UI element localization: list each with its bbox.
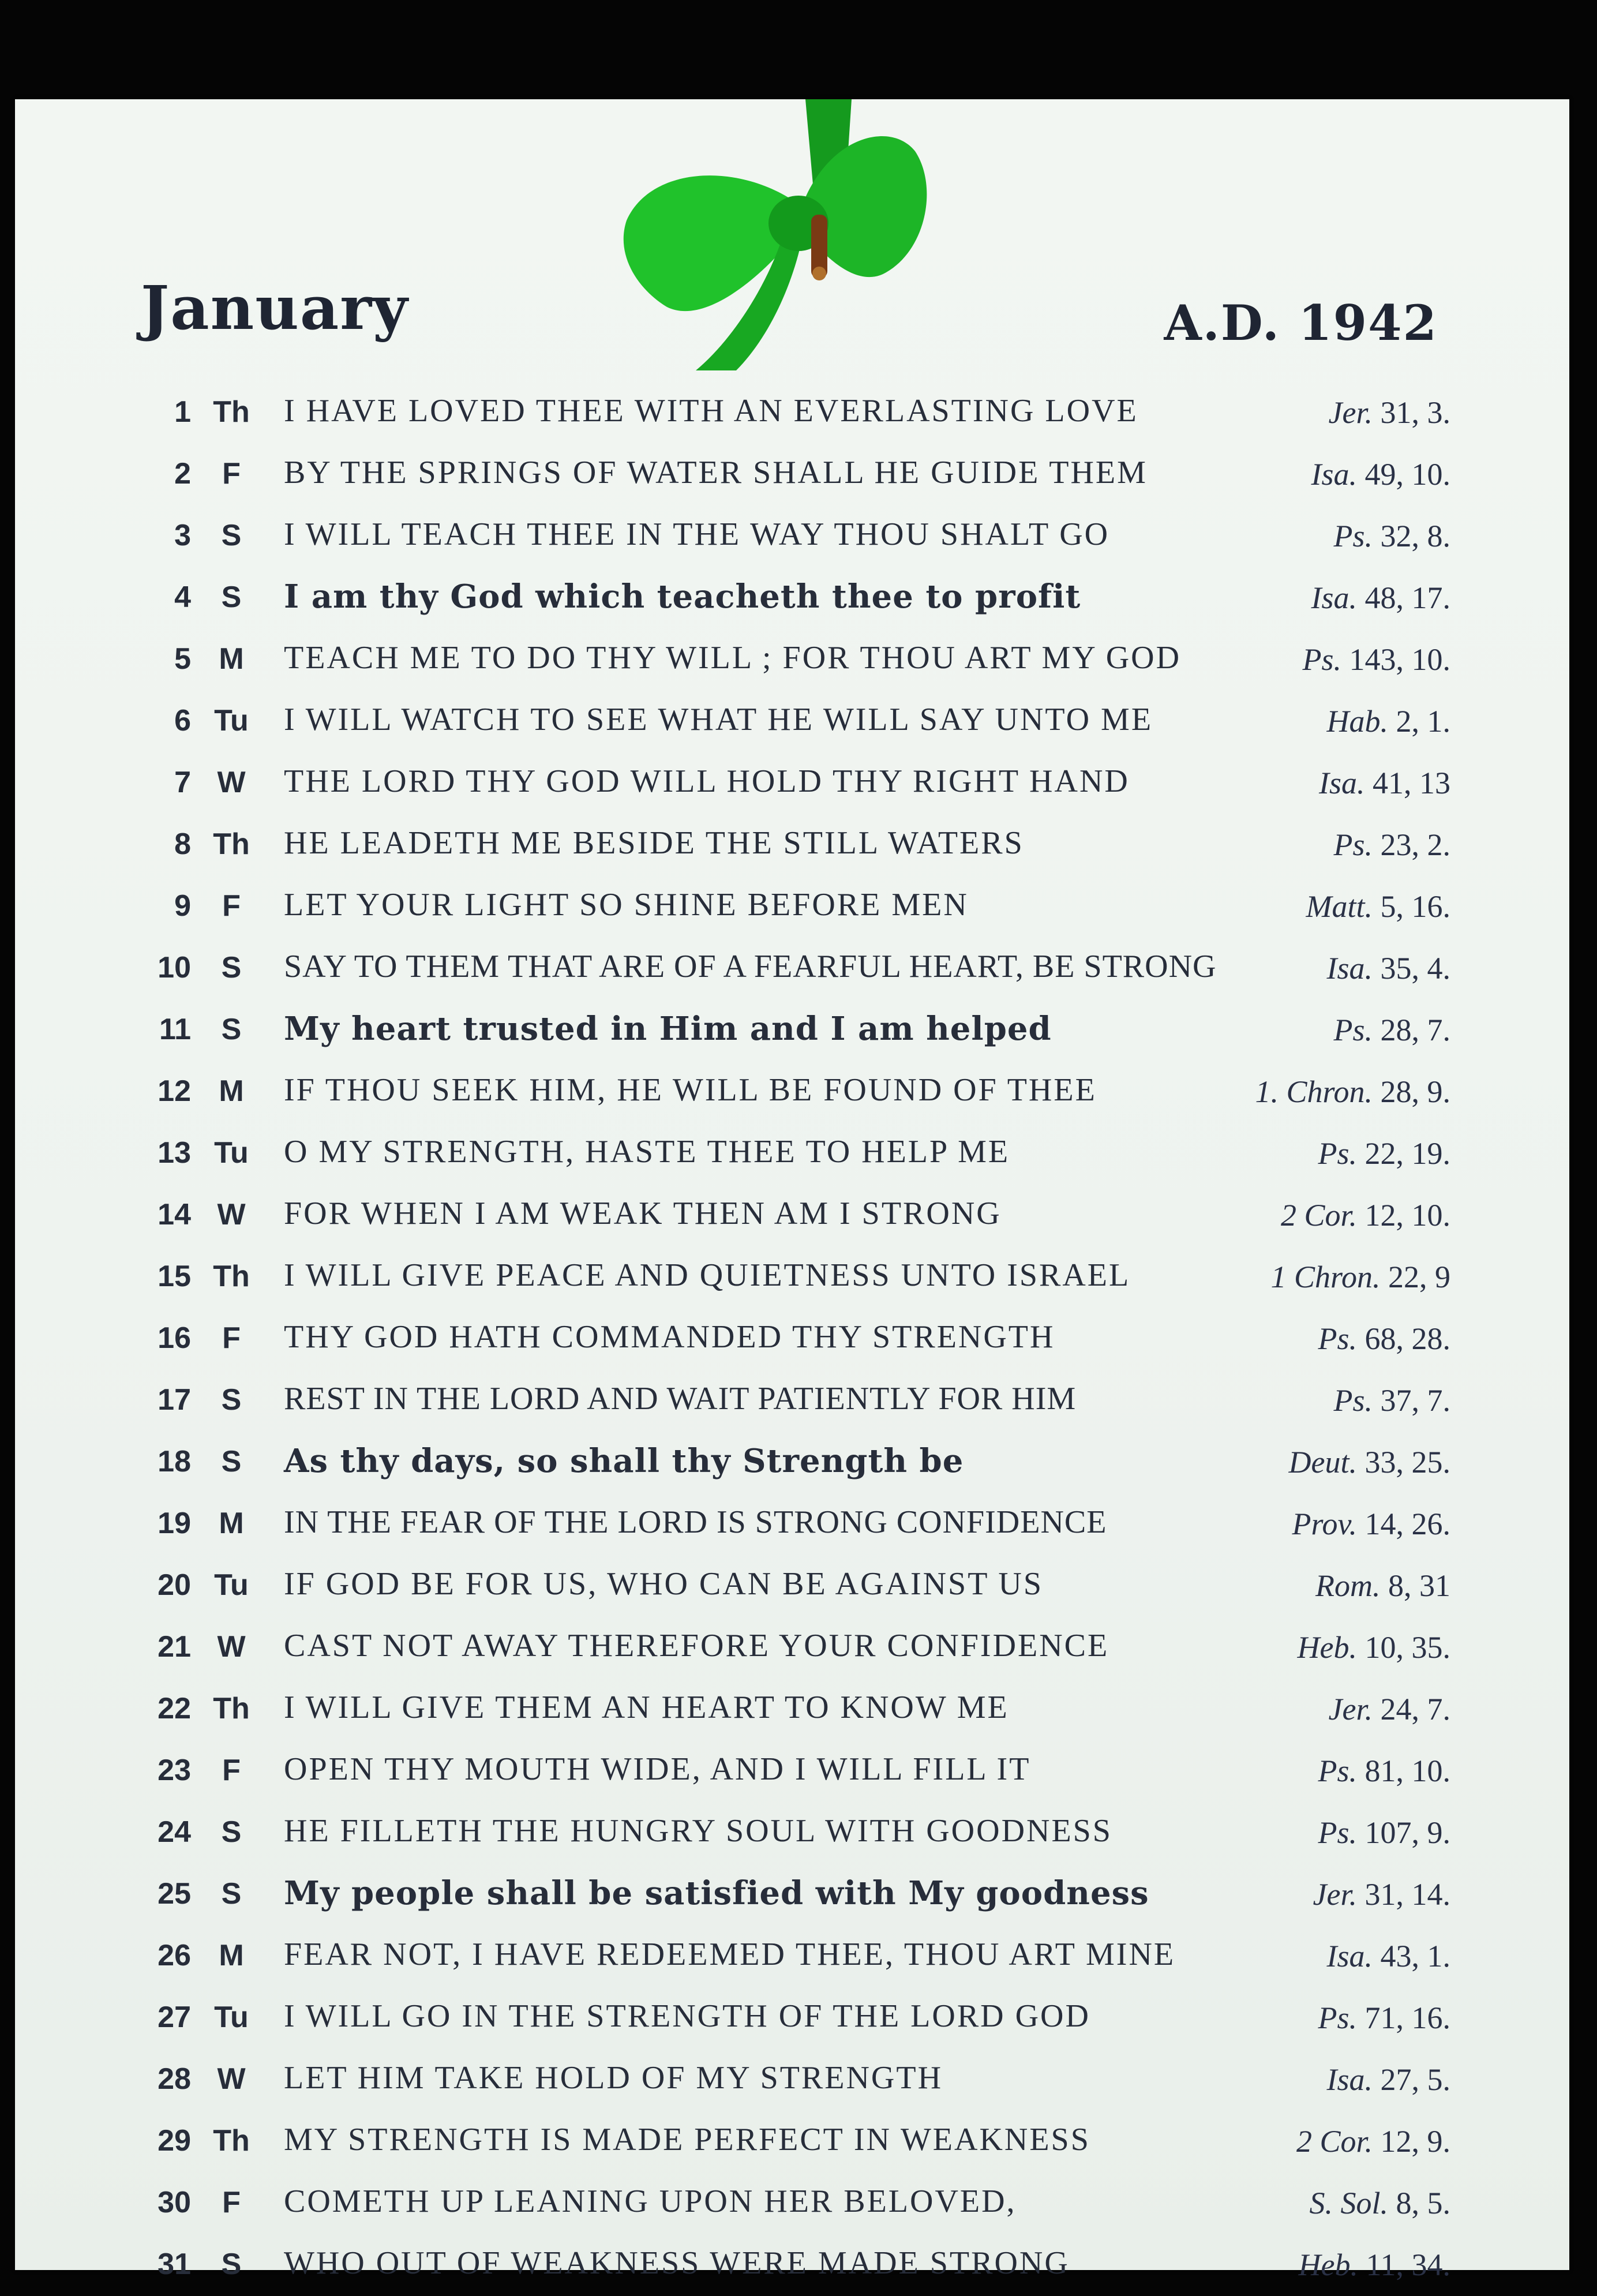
scripture-reference — [1318, 2000, 1451, 2036]
day-number: 18 — [158, 1445, 191, 1478]
day-of-week: Th — [213, 2124, 250, 2158]
reference-book: 2 Cor. — [1296, 2124, 1373, 2159]
day-number: 22 — [158, 1692, 191, 1725]
reference-book: 1 Chron. — [1270, 1260, 1381, 1294]
verse-text: I WILL GO IN THE STRENGTH OF THE LORD GOD — [284, 1998, 1090, 2034]
verse-row — [15, 382, 1569, 444]
verse-text: LET YOUR LIGHT SO SHINE BEFORE MEN — [284, 887, 969, 923]
scripture-reference — [1327, 703, 1451, 739]
verse-text: I am thy God which teacheth thee to profit — [284, 578, 1081, 616]
day-of-week: S — [221, 1877, 242, 1911]
scripture-reference — [1327, 950, 1451, 986]
reference-book: 1. Chron. — [1255, 1074, 1373, 1109]
verse-row — [15, 1617, 1569, 1679]
reference-chapter-verse: 68, 28. — [1364, 1321, 1450, 1356]
day-number: 30 — [158, 2186, 191, 2219]
day-of-week: F — [222, 1321, 241, 1355]
day-number: 3 — [174, 519, 191, 552]
verse-row — [15, 1679, 1569, 1740]
scripture-reference — [1311, 580, 1451, 616]
day-of-week: F — [222, 1754, 241, 1787]
verse-text: SAY TO THEM THAT ARE OF A FEARFUL HEART, BE STRONG — [284, 949, 1217, 984]
reference-chapter-verse: 28, 7. — [1380, 1013, 1450, 1047]
reference-chapter-verse: 37, 7. — [1380, 1383, 1450, 1418]
reference-book: Ps. — [1333, 519, 1373, 553]
verse-text: OPEN THY MOUTH WIDE, AND I WILL FILL IT — [284, 1751, 1031, 1787]
verse-row — [15, 938, 1569, 999]
verse-row — [15, 1432, 1569, 1493]
reference-chapter-verse: 14, 26. — [1364, 1507, 1450, 1541]
day-number: 10 — [158, 951, 191, 984]
day-of-week: M — [219, 1074, 244, 1108]
verse-row — [15, 1185, 1569, 1246]
reference-chapter-verse: 28, 9. — [1380, 1074, 1450, 1109]
scripture-reference — [1309, 2185, 1450, 2221]
verse-row — [15, 752, 1569, 814]
calendar-card — [15, 99, 1569, 2282]
day-of-week: Th — [213, 1260, 250, 1293]
day-of-week: Th — [213, 1692, 250, 1725]
scripture-reference — [1334, 1012, 1451, 1048]
day-of-week: Tu — [214, 1136, 249, 1170]
verse-row — [15, 2234, 1569, 2296]
scripture-reference — [1319, 765, 1450, 801]
reference-chapter-verse: 43, 1. — [1380, 1939, 1450, 1973]
day-number: 17 — [158, 1383, 191, 1417]
day-number: 1 — [174, 395, 191, 429]
reference-book: Jer. — [1328, 395, 1373, 430]
day-number: 9 — [174, 889, 191, 923]
verse-text: THY GOD HATH COMMANDED THY STRENGTH — [284, 1319, 1055, 1355]
reference-chapter-verse: 143, 10. — [1349, 642, 1450, 677]
reference-book: Deut. — [1288, 1445, 1357, 1480]
day-number: 6 — [174, 704, 191, 737]
verse-row — [15, 1370, 1569, 1432]
verse-row — [15, 1864, 1569, 1926]
day-of-week: W — [217, 1630, 246, 1664]
reference-book: Ps. — [1318, 1754, 1357, 1788]
day-of-week: F — [222, 2186, 241, 2219]
day-of-week: S — [221, 951, 242, 984]
reference-book: Jer. — [1328, 1692, 1373, 1726]
day-number: 11 — [159, 1013, 191, 1046]
scripture-reference — [1298, 1630, 1450, 1665]
scripture-reference — [1334, 518, 1451, 554]
reference-chapter-verse: 8, 5. — [1396, 2186, 1450, 2220]
verse-text: My heart trusted in Him and I am helped — [284, 1010, 1052, 1048]
verse-text: I HAVE LOVED THEE WITH AN EVERLASTING LOVE — [284, 393, 1138, 429]
reference-chapter-verse: 31, 14. — [1364, 1877, 1450, 1912]
verse-text: LET HIM TAKE HOLD OF MY STRENGTH — [284, 2060, 943, 2096]
reference-book: Ps. — [1302, 642, 1341, 677]
day-of-week: Tu — [214, 2001, 249, 2034]
day-number: 16 — [158, 1321, 191, 1355]
day-number: 4 — [174, 580, 191, 614]
reference-chapter-verse: 24, 7. — [1380, 1692, 1450, 1726]
scripture-reference — [1329, 395, 1450, 430]
verse-row — [15, 814, 1569, 876]
reference-chapter-verse: 10, 35. — [1364, 1630, 1450, 1665]
day-number: 21 — [158, 1630, 191, 1664]
verse-row — [15, 1123, 1569, 1185]
scripture-reference — [1292, 1506, 1450, 1542]
reference-book: Prov. — [1292, 1507, 1357, 1541]
reference-chapter-verse: 35, 4. — [1380, 951, 1450, 986]
verse-row — [15, 505, 1569, 567]
verse-row — [15, 444, 1569, 505]
verse-row — [15, 2111, 1569, 2173]
verse-row — [15, 2173, 1569, 2234]
verse-row — [15, 1555, 1569, 1617]
verse-text: I WILL GIVE THEM AN HEART TO KNOW ME — [284, 1690, 1009, 1725]
year-title: A.D. 1942 — [1164, 294, 1438, 351]
verse-text: I WILL GIVE PEACE AND QUIETNESS UNTO ISRAEL — [284, 1257, 1131, 1293]
verse-text: I WILL TEACH THEE IN THE WAY THOU SHALT GO — [284, 516, 1110, 552]
reference-chapter-verse: 12, 9. — [1380, 2124, 1450, 2159]
scripture-reference — [1255, 1074, 1450, 1110]
verse-text: COMETH UP LEANING UPON HER BELOVED, — [284, 2183, 1017, 2219]
verse-text: CAST NOT AWAY THEREFORE YOUR CONFIDENCE — [284, 1628, 1109, 1664]
verse-row — [15, 1493, 1569, 1555]
verse-text: My people shall be satisfied with My goodness — [284, 1874, 1149, 1912]
reference-book: Ps. — [1318, 1136, 1357, 1171]
verse-row — [15, 999, 1569, 1061]
reference-book: Ps. — [1318, 2001, 1357, 2035]
reference-chapter-verse: 49, 10. — [1364, 457, 1450, 492]
verse-row — [15, 1740, 1569, 1802]
verse-row — [15, 567, 1569, 629]
day-of-week: Th — [213, 827, 250, 861]
scripture-reference — [1303, 642, 1451, 677]
day-of-week: W — [217, 766, 246, 799]
verse-text: BY THE SPRINGS OF WATER SHALL HE GUIDE THEM — [284, 455, 1148, 490]
scripture-reference — [1318, 1136, 1451, 1171]
verse-text: IF THOU SEEK HIM, HE WILL BE FOUND OF THEE — [284, 1072, 1097, 1108]
day-number: 15 — [158, 1260, 191, 1293]
day-of-week: Tu — [214, 1568, 249, 1602]
day-number: 23 — [158, 1754, 191, 1787]
verse-text: O MY STRENGTH, HASTE THEE TO HELP ME — [284, 1134, 1010, 1170]
day-number: 27 — [158, 2001, 191, 2034]
scripture-reference — [1306, 889, 1451, 924]
reference-book: Ps. — [1318, 1321, 1357, 1356]
verse-text: FEAR NOT, I HAVE REDEEMED THEE, THOU ART MINE — [284, 1937, 1176, 1972]
day-number: 28 — [158, 2062, 191, 2096]
verse-text: As thy days, so shall thy Strength be — [284, 1442, 964, 1480]
scripture-reference — [1327, 1938, 1451, 1974]
day-of-week: M — [219, 642, 244, 676]
day-of-week: S — [221, 1815, 242, 1849]
verse-text: HE LEADETH ME BESIDE THE STILL WATERS — [284, 825, 1024, 861]
verse-text: FOR WHEN I AM WEAK THEN AM I STRONG — [284, 1196, 1002, 1231]
reference-chapter-verse: 33, 25. — [1364, 1445, 1450, 1480]
verse-text: MY STRENGTH IS MADE PERFECT IN WEAKNESS — [284, 2122, 1090, 2158]
reference-book: 2 Cor. — [1280, 1198, 1357, 1233]
scripture-reference — [1270, 1259, 1450, 1295]
verse-text: IF GOD BE FOR US, WHO CAN BE AGAINST US — [284, 1566, 1043, 1602]
day-number: 24 — [158, 1815, 191, 1849]
reference-chapter-verse: 22, 19. — [1364, 1136, 1450, 1171]
reference-chapter-verse: 32, 8. — [1380, 519, 1450, 553]
day-number: 20 — [158, 1568, 191, 1602]
month-title: January — [141, 272, 409, 343]
verse-text: IN THE FEAR OF THE LORD IS STRONG CONFIDENCE — [284, 1504, 1107, 1540]
verse-row — [15, 876, 1569, 938]
reference-book: Isa. — [1319, 766, 1365, 800]
reference-chapter-verse: 48, 17. — [1364, 580, 1450, 615]
day-number: 14 — [158, 1198, 191, 1231]
day-of-week: W — [217, 2062, 246, 2096]
verse-row — [15, 691, 1569, 752]
day-of-week: S — [221, 2248, 242, 2281]
scripture-reference — [1281, 1197, 1450, 1233]
day-number: 26 — [158, 1939, 191, 1972]
verse-text: HE FILLETH THE HUNGRY SOUL WITH GOODNESS — [284, 1813, 1112, 1849]
reference-chapter-verse: 81, 10. — [1364, 1754, 1450, 1788]
reference-book: Isa. — [1311, 580, 1357, 615]
scripture-reference — [1315, 1568, 1450, 1604]
day-number: 5 — [174, 642, 191, 676]
scripture-reference — [1327, 2062, 1451, 2098]
verse-row — [15, 2049, 1569, 2111]
verse-row — [15, 1926, 1569, 1987]
reference-chapter-verse: 31, 3. — [1380, 395, 1450, 430]
day-of-week: S — [221, 519, 242, 552]
scripture-reference — [1318, 1753, 1451, 1789]
reference-book: Ps. — [1333, 1383, 1373, 1418]
reference-chapter-verse: 22, 9 — [1388, 1260, 1450, 1294]
reference-book: S. Sol. — [1309, 2186, 1388, 2220]
scripture-reference — [1311, 456, 1451, 492]
reference-chapter-verse: 8, 31 — [1388, 1568, 1450, 1603]
day-number: 13 — [158, 1136, 191, 1170]
verse-text: TEACH ME TO DO THY WILL ; FOR THOU ART MY GOD — [284, 640, 1182, 676]
day-of-week: S — [221, 1013, 242, 1046]
day-of-week: Th — [213, 395, 250, 429]
reference-book: Isa. — [1311, 457, 1357, 492]
scripture-reference — [1334, 1383, 1451, 1418]
verse-row — [15, 629, 1569, 691]
green-ribbon-bow-icon — [615, 99, 938, 370]
verse-row — [15, 1308, 1569, 1370]
day-of-week: W — [217, 1198, 246, 1231]
reference-book: Ps. — [1333, 1013, 1373, 1047]
verse-row — [15, 1987, 1569, 2049]
scripture-reference — [1329, 1691, 1450, 1727]
scripture-reference — [1313, 1876, 1450, 1912]
day-number: 25 — [158, 1877, 191, 1911]
reference-book: Heb. — [1298, 2248, 1358, 2282]
day-number: 19 — [158, 1507, 191, 1540]
day-number: 29 — [158, 2124, 191, 2158]
day-number: 8 — [174, 827, 191, 861]
day-of-week: Tu — [214, 704, 249, 737]
day-of-week: F — [222, 457, 241, 490]
verse-row — [15, 1802, 1569, 1864]
scripture-reference — [1296, 2123, 1450, 2159]
day-of-week: S — [221, 1383, 242, 1417]
reference-chapter-verse: 11, 34. — [1366, 2248, 1450, 2282]
reference-chapter-verse: 71, 16. — [1364, 2001, 1450, 2035]
day-of-week: S — [221, 580, 242, 614]
reference-chapter-verse: 23, 2. — [1380, 827, 1450, 862]
reference-book: Ps. — [1333, 827, 1373, 862]
scripture-reference — [1318, 1815, 1451, 1851]
scripture-reference — [1299, 2247, 1450, 2283]
day-of-week: F — [222, 889, 241, 923]
reference-book: Isa. — [1326, 1939, 1373, 1973]
reference-book: Rom. — [1315, 1568, 1381, 1603]
reference-chapter-verse: 107, 9. — [1364, 1815, 1450, 1850]
reference-chapter-verse: 2, 1. — [1396, 704, 1450, 739]
verse-text: REST IN THE LORD AND WAIT PATIENTLY FOR HIM — [284, 1381, 1077, 1417]
reference-book: Heb. — [1297, 1630, 1357, 1665]
reference-chapter-verse: 27, 5. — [1380, 2062, 1450, 2097]
verse-text: WHO OUT OF WEAKNESS WERE MADE STRONG — [284, 2245, 1070, 2281]
reference-book: Jer. — [1313, 1877, 1357, 1912]
verse-text: I WILL WATCH TO SEE WHAT HE WILL SAY UNTO ME — [284, 702, 1153, 737]
reference-book: Hab. — [1326, 704, 1388, 739]
reference-book: Ps. — [1318, 1815, 1357, 1850]
scripture-reference — [1318, 1321, 1451, 1357]
verse-text: THE LORD THY GOD WILL HOLD THY RIGHT HAND — [284, 763, 1130, 799]
reference-book: Isa. — [1326, 2062, 1373, 2097]
scripture-reference — [1289, 1444, 1450, 1480]
day-number: 12 — [158, 1074, 191, 1108]
reference-book: Isa. — [1326, 951, 1373, 986]
day-of-week: M — [219, 1939, 244, 1972]
reference-chapter-verse: 41, 13 — [1373, 766, 1450, 800]
reference-book: Matt. — [1306, 889, 1373, 924]
reference-chapter-verse: 5, 16. — [1380, 889, 1450, 924]
day-number: 31 — [158, 2248, 191, 2281]
day-of-week: S — [221, 1445, 242, 1478]
reference-chapter-verse: 12, 10. — [1364, 1198, 1450, 1233]
verse-row — [15, 1246, 1569, 1308]
day-number: 2 — [174, 457, 191, 490]
scripture-reference — [1334, 827, 1451, 863]
day-number: 7 — [174, 766, 191, 799]
verse-row — [15, 1061, 1569, 1123]
day-of-week: M — [219, 1507, 244, 1540]
